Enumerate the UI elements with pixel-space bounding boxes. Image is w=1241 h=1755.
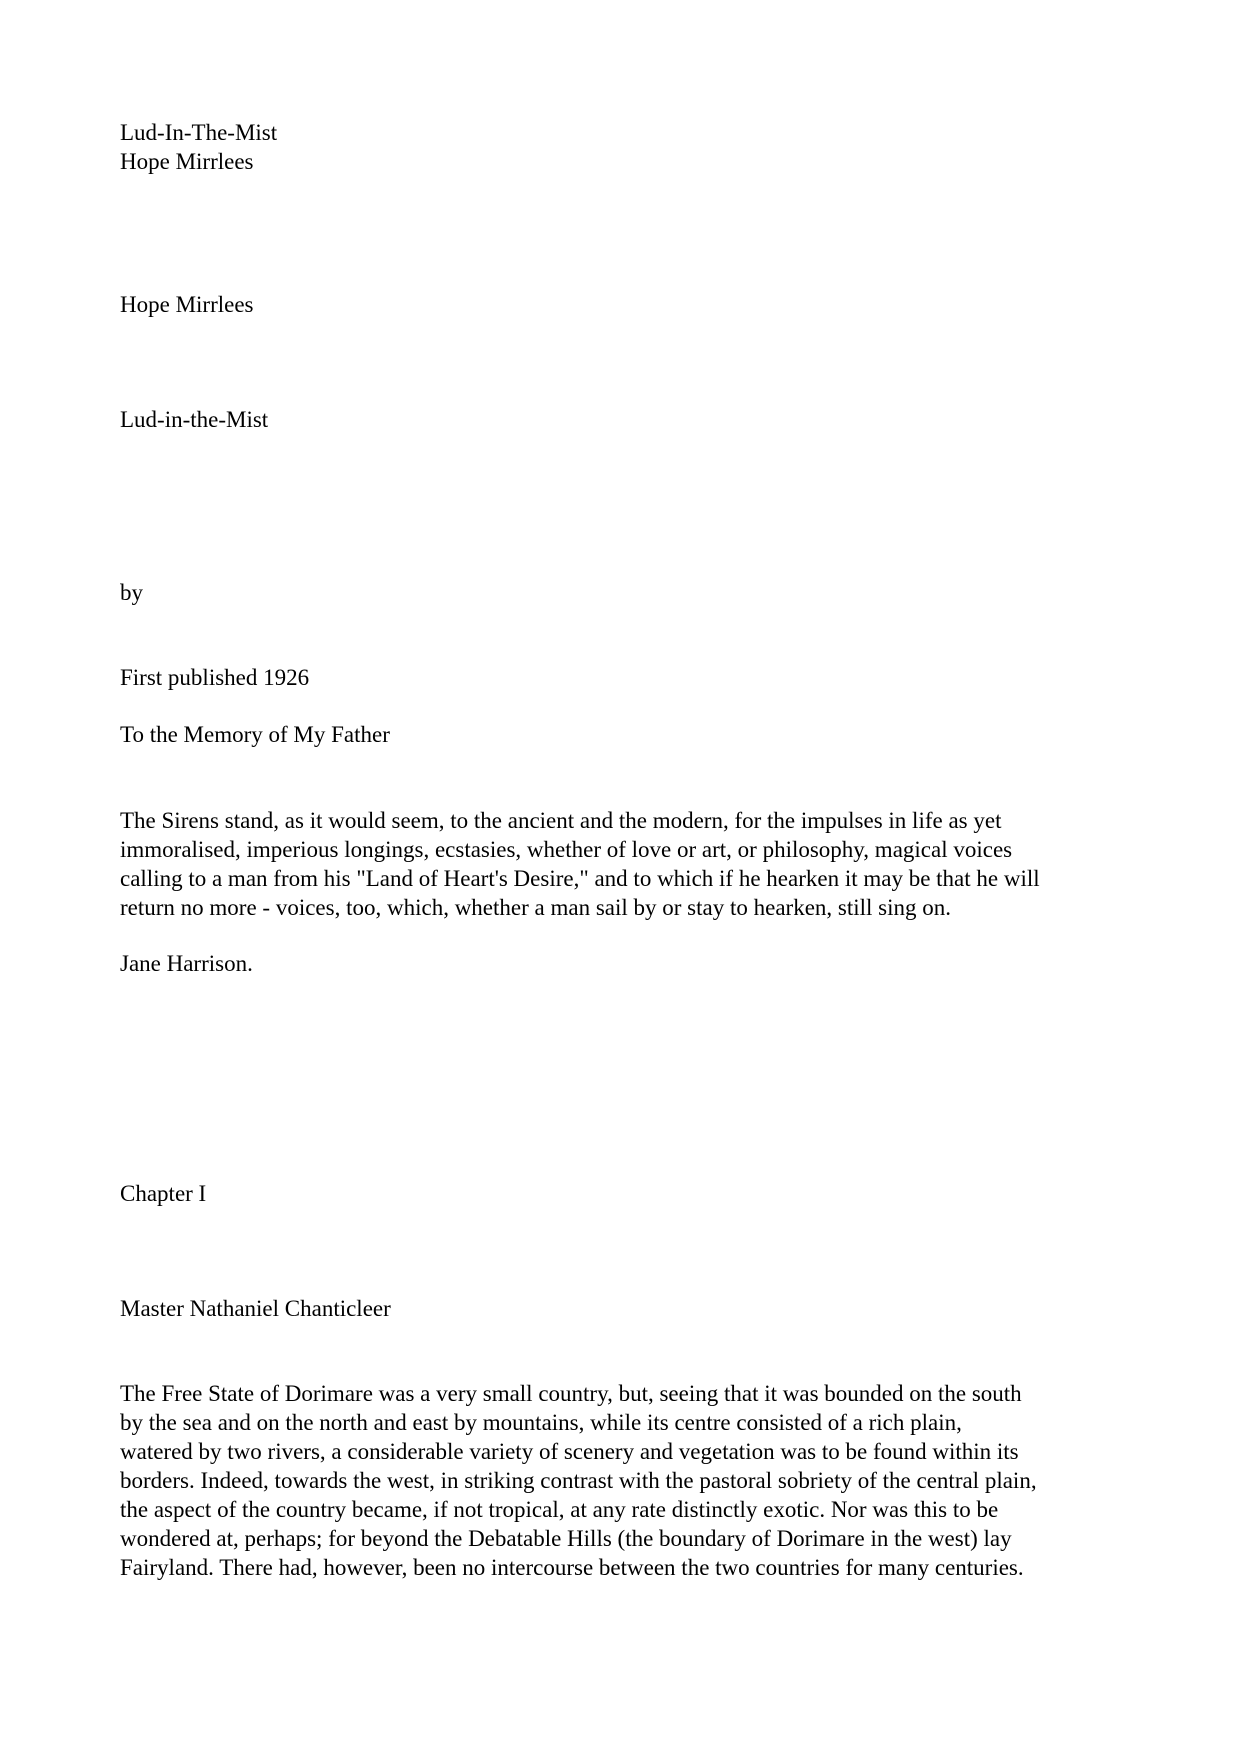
- epigraph-line: immoralised, imperious longings, ecstasies, whether of love or art, or philosophy, magical voices: [120, 837, 1013, 862]
- paragraph-line: The Free State of Dorimare was a very small country, but, seeing that it was bounded on the south: [120, 1381, 1022, 1406]
- header-author: Hope Mirrlees: [120, 149, 254, 174]
- publication-note: First published 1926: [120, 665, 310, 690]
- paragraph-line: by the sea and on the north and east by mountains, while its centre consisted of a rich plain,: [120, 1410, 962, 1435]
- paragraph-line: the aspect of the country became, if not tropical, at any rate distinctly exotic. Nor was this to be: [120, 1497, 999, 1522]
- chapter-number: Chapter I: [120, 1181, 207, 1206]
- dedication: To the Memory of My Father: [120, 722, 390, 747]
- chapter-paragraph: [120, 1379, 1120, 1582]
- paragraph-line: watered by two rivers, a considerable variety of scenery and vegetation was to be found within its: [120, 1439, 1019, 1464]
- epigraph-attribution: Jane Harrison.: [120, 951, 253, 976]
- paragraph-line: Fairyland. There had, however, been no intercourse between the two countries for many centuries.: [120, 1555, 1024, 1580]
- epigraph-line: The Sirens stand, as it would seem, to the ancient and the modern, for the impulses in life as yet: [120, 808, 1002, 833]
- header-title: Lud-In-The-Mist: [120, 120, 278, 145]
- title-page-title: Lud-in-the-Mist: [120, 407, 269, 432]
- epigraph: [120, 806, 1120, 922]
- paragraph-line: borders. Indeed, towards the west, in striking contrast with the pastoral sobriety of the central plain,: [120, 1468, 1037, 1493]
- title-page-by: by: [120, 580, 143, 605]
- chapter-title: Master Nathaniel Chanticleer: [120, 1296, 391, 1321]
- paragraph-line: wondered at, perhaps; for beyond the Debatable Hills (the boundary of Dorimare in the west) lay: [120, 1526, 1012, 1551]
- epigraph-line: return no more - voices, too, which, whether a man sail by or stay to hearken, still sing on.: [120, 895, 951, 920]
- title-page-author: Hope Mirrlees: [120, 292, 254, 317]
- epigraph-line: calling to a man from his "Land of Heart's Desire," and to which if he hearken it may be that he will: [120, 866, 1040, 891]
